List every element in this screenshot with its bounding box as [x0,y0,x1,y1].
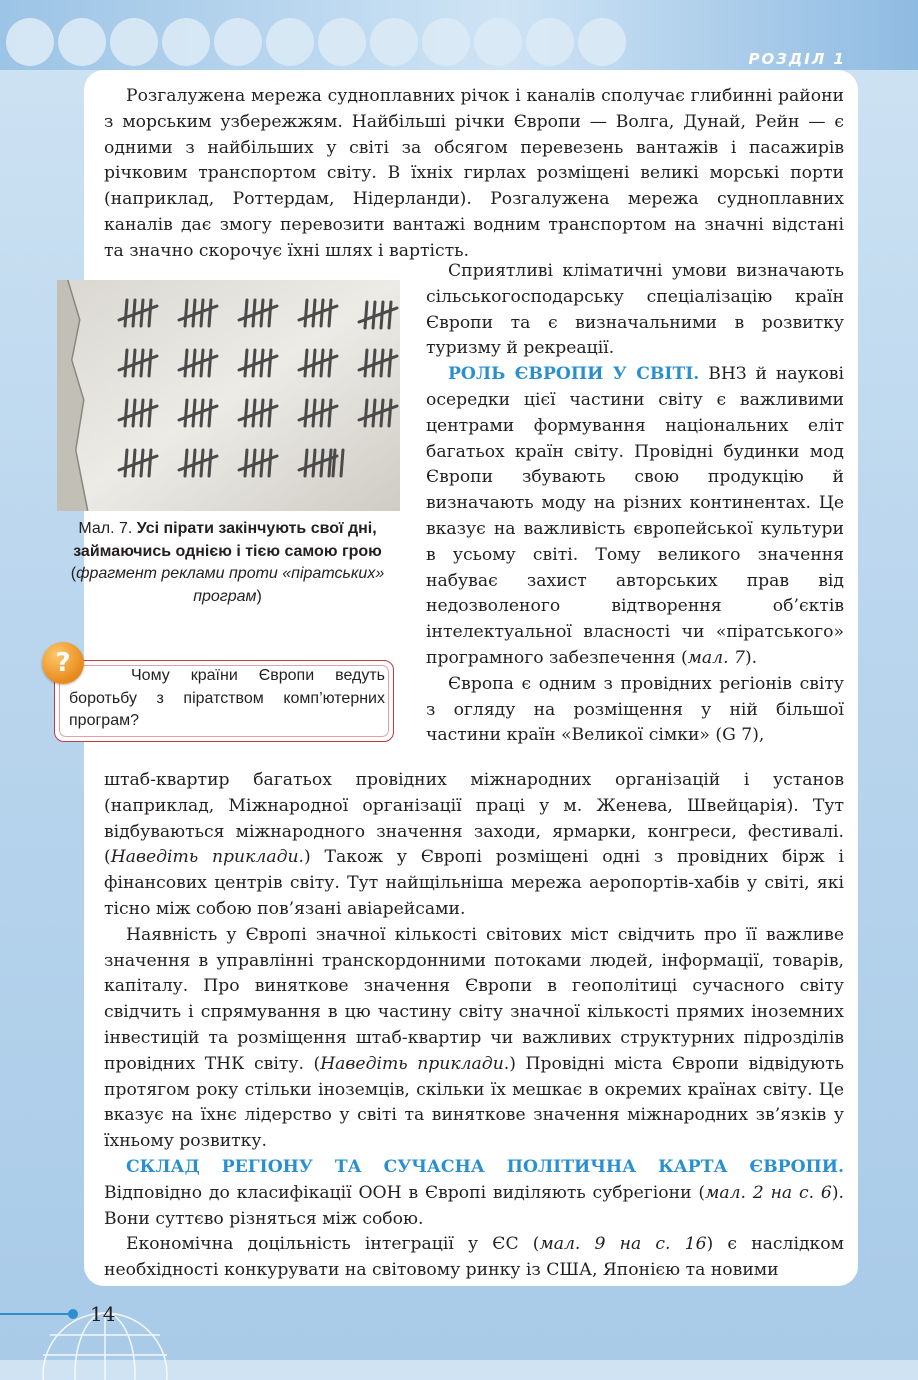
tally-marks-photo [57,280,400,511]
decorative-dots [0,8,660,68]
paragraph-climate: Сприятливі кліматичні умови визначають сільськогосподарську спеціалізацію країн Європи та є визначальними в розвитку туризму й рекреації. [426,261,844,359]
caption-title: Усі пірати закінчують свої дні, займаючись однією і тією самою грою [73,520,382,560]
right-column [426,259,844,749]
integration-figure-ref: мал. 9 на с. 16 [539,1234,707,1255]
tally-marks-image [57,280,400,511]
paragraph-rivers-text: Розгалужена мережа судноплавних річок і каналів сполучає глибинні райони з морським узбережжям. Найбільші річки Європи — Волга, Дунай, Рейн — є одними з найбільших у світі за обсягом перевезень вантажів і пасажирів річковим транспортом світу. В їхніх гирлах розміщені великі морські порти (наприклад, Роттердам, Нідерланди). Розгалужена мережа судноплавних каналів дає змогу перевозити вантажі водним транспортом на значні відстані та значно скорочує їхні шлях і вартість. [104,86,844,261]
paragraph-integration: Економічна доцільність інтеграції у ЄС (мал. 9 на с. 16) є наслідком необхідності конкурувати на світовому ринку із США, Японією та новими [104,1234,844,1281]
composition-figure-ref: мал. 2 на с. 6 [705,1182,832,1203]
paragraph-g7-cont: штаб-квартир багатьох провідних міжнародних організацій і установ (наприклад, Міжнародної організації праці у м. Женева, Швейцарія). Тут відбуваються міжнародного значення заходи, ярмарки, конгреси, фестивалі. (Наведіть приклади.) Також у Європі розміщені одні з провідних бірж і фінансових центрів світу. Тут найщільніша мережа аеропортів-хабів у світі, які тісно між собою пов’язані авіарейсами. [104,770,844,919]
role-heading: РОЛЬ ЄВРОПИ У СВІТІ. [448,364,700,385]
hint-examples-2: Наведіть приклади [320,1053,504,1074]
header-band [0,0,918,70]
section-label: РОЗДІЛ 1 [748,50,846,68]
question-box [54,660,394,742]
question-text: Чому країни Європи ведуть боротьбу з піратством комп’ютерних програм? [69,667,385,729]
caption-note: фрагмент реклами проти «піратських» програм [76,565,385,605]
paragraph-g7-start: Європа є одним з провідних регіонів світу з огляду на розміщення у ній більшої частини країн «Великої сімки» (G 7), [426,673,844,746]
paragraph-composition: СКЛАД РЕГІОНУ ТА СУЧАСНА ПОЛІТИЧНА КАРТА ЄВРОПИ. Відповідно до класифікації ООН в Європі виділяють субрегіони (мал. 2 на с. 6). Вони суттєво різняться між собою. [104,1156,844,1229]
composition-heading: СКЛАД РЕГІОНУ ТА СУЧАСНА ПОЛІТИЧНА КАРТА ЄВРОПИ. [126,1156,844,1177]
footer-dot [68,1309,78,1319]
role-figure-ref: мал. 7 [687,647,745,668]
figure-caption: Мал. 7. Усі пірати закінчують свої дні, займаючись однією і тією самою грою (фрагмент реклами проти «піратських» програм) [70,520,385,605]
footer-rule [0,1313,74,1315]
paragraph-world-cities: Наявність у Європі значної кількості світових міст свідчить про її важливе значення в управлінні транскордонними потоками людей, інформації, товарів, капіталу. Про виняткове значення Європи в геополітиці сучасного світу свідчить і спрямування в цю частину світу значної кількості прямих іноземних інвестицій та розміщення штаб-квартир чи важливих структурних підрозділів провідних ТНК світу. (Наведіть приклади.) Провідні міста Європи відвідують протягом року стільки іноземців, скільки їх мешкає в окремих країнах світу. Це вказує на їхнє лідерство у світі та виняткове значення міжнародних зв’язків у їхньому розвитку. [104,924,844,1152]
paragraph-rivers [104,84,844,265]
lower-text [104,768,844,1284]
hint-examples-1: Наведіть приклади. [110,847,304,868]
paragraph-role: РОЛЬ ЄВРОПИ У СВІТІ. ВНЗ й наукові осередки цієї частини світу є важливими центрами формування національних еліт багатьох країн світу. Провідні будинки мод Європи збувають свою продукцію й визначають моду на різних континентах. Це вказує на важливість європейської культури в усьому світі. Тому великого значення набуває захист авторських прав від недозволеного відтворення об’єктів інтелектуальної власності чи «піратського» програмного забезпечення (мал. 7). [426,364,844,668]
page-number: 14 [90,1302,116,1326]
question-mark-icon: ? [42,642,84,684]
